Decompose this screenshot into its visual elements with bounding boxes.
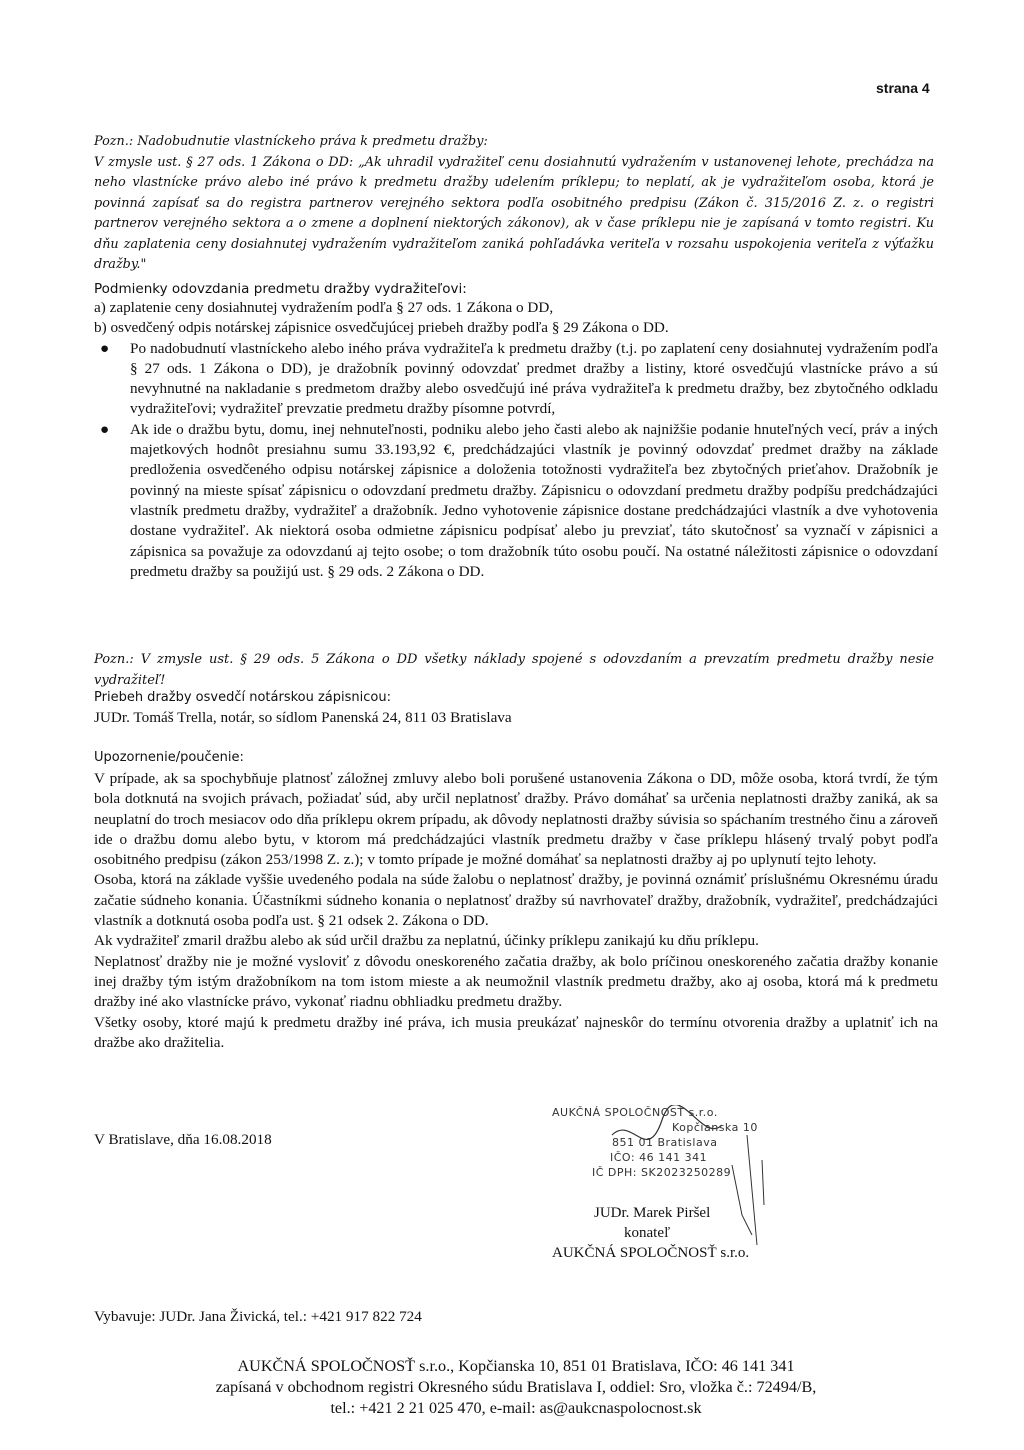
company-footer: [94, 1356, 938, 1419]
note-text: V zmysle ust. § 27 ods. 1 Zákona o DD: „Ak uhradil vydražiteľ cenu dosiahnutú vydražením v ustanovenej lehote, prechádza na neho vlastnícke právo alebo iné právo k predmetu dražby udelením príklepu; to neplatí, ak je vydražiteľom osoba, ktorá je povinná zapísať sa do registra partnerov verejného sektora podľa osobitného predpisu (Zákon č. 315/2016 Z. z. o registri partnerov verejného sektora a o zmene a doplnení niektorých zákonov), ak v čase príklepu nie je zapísaná v tomto registri. Ku dňu zaplatenia ceny dosiahnutej vydražením vydražiteľom zaniká pohľadávka veriteľa v rozsahu uspokojenia veriteľa z výťažku dražby.": [94, 154, 934, 272]
warning-paragraph: Ak vydražiteľ zmaril dražbu alebo ak súd určil dražbu za neplatnú, účinky príklepu zanikajú ku dňu príklepu.: [94, 932, 759, 950]
bullet-icon: ●: [100, 420, 110, 438]
acquisition-note: [94, 132, 934, 276]
place-date: V Bratislave, dňa 16.08.2018: [94, 1131, 272, 1148]
footer-line: AUKČNÁ SPOLOČNOSŤ s.r.o., Kopčianska 10, 851 01 Bratislava, IČO: 46 141 341: [237, 1357, 795, 1375]
bullet-text: Po nadobudnutí vlastníckeho alebo iného práva vydražiteľa k predmetu dražby (t.j. po zaplatení ceny dosiahnutej vydražením podľa § 27 ods. 1 Zákona o DD), je dražobník povinný odovzdať predmet dražby a listiny, ktoré osvedčujú vlastnícke právo a sú nevyhnutné na nakladanie s predmetom dražby alebo osvedčujú iné práva vydražiteľa k predmetu dražby, bez zbytočného odkladu vydražiteľovi; vydražiteľ prevzatie predmetu dražby písomne potvrdí,: [130, 339, 938, 418]
warning-heading: Upozornenie/poučenie:: [94, 750, 244, 765]
signatory-role: konateľ: [624, 1225, 671, 1241]
note-title: Nadobudnutie vlastníckeho práva k predmetu dražby:: [137, 134, 488, 149]
signature-block: [552, 1105, 812, 1261]
prepared-by: Vybavuje: JUDr. Jana Živická, tel.: +421 917 822 724: [94, 1308, 422, 1325]
bullet-icon: ●: [100, 339, 110, 357]
conditions-heading: Podmienky odovzdania predmetu dražby vydražiteľovi:: [94, 281, 467, 297]
notary-heading: Priebeh dražby osvedčí notárskou zápisnicou:: [94, 690, 391, 705]
stamp-line: IČ DPH: SK2023250289: [592, 1166, 732, 1179]
warning-paragraph: Všetky osoby, ktoré majú k predmetu dražby iné práva, ich musia preukázať najneskôr do termínu otvorenia dražby a uplatniť ich na dražbe ako dražitelia.: [94, 1013, 938, 1051]
page-number: strana 4: [876, 80, 930, 96]
warning-section: [94, 769, 938, 1053]
bullet-text: Ak ide o dražbu bytu, domu, inej nehnuteľnosti, podniku alebo jeho časti alebo ak najnižšie podanie hnuteľných vecí, práv a iných majetkových hodnôt presiahnu sumu 33.193,92 €, predchádzajúci vlastník je povinný odovzdať predmet dražby na základe predloženia osvedčeného odpisu notárskej zápisnice a doloženia totožnosti vydražiteľa bez zbytočných prieťahov. Dražobník je povinný na mieste spísať zápisnicu o odovzdaní predmetu dražby. Zápisnicu o odovzdaní predmetu dražby podpíšu predchádzajúci vlastník predmetu dražby, vydražiteľ a dražobník. Jedno vyhotovenie zápisnice dostane predchádzajúci vlastník a dve vyhotovenia dostane vydražiteľ. Ak niektorá osoba odmietne zápisnicu podpísať alebo ju prevziať, táto skutočnosť sa vyznačí v zápisnici a zápisnica sa považuje za odovzdanú aj tejto osobe; o tom dražobník túto osobu poučí. Na ostatné náležitosti zápisnice o odovzdaní predmetu dražby sa použijú ust. § 29 ods. 2 Zákona o DD.: [130, 420, 938, 580]
notary-text: JUDr. Tomáš Trella, notár, so sídlom Panenská 24, 811 03 Bratislava: [94, 709, 512, 726]
note-text: V zmysle ust. § 29 ods. 5 Zákona o DD všetky náklady spojené s odovzdaním a prevzatím predmetu dražby nesie vydražiteľ!: [94, 652, 934, 688]
bullet-item-transfer: [94, 339, 938, 420]
footer-line: tel.: +421 2 21 025 470, e-mail: as@aukcnaspolocnost.sk: [330, 1399, 702, 1417]
condition-a: a) zaplatenie ceny dosiahnutej vydražením podľa § 27 ods. 1 Zákona o DD,: [94, 299, 554, 316]
warning-paragraph: Neplatnosť dražby nie je možné vysloviť z dôvodu oneskoreného začatia dražby, ak bolo príčinou oneskoreného začatia dražby konanie inej dražby tým istým dražobníkom na tom istom mieste a ak neumožnil vlastník predmetu dražby, ako aj osoba, ktorá má k predmetu dražby iné ako vlastnícke právo, vykonať riadnu obhliadku predmetu dražby.: [94, 952, 938, 1011]
note-label: Pozn.:: [94, 652, 141, 667]
signatory: [552, 1203, 749, 1263]
conditions-section: [94, 298, 938, 582]
bullet-item-real-estate: [94, 420, 938, 582]
stamp-line: IČO: 46 141 341: [610, 1151, 708, 1164]
condition-b: b) osvedčený odpis notárskej zápisnice osvedčujúcej priebeh dražby podľa § 29 Zákona o DD.: [94, 319, 669, 337]
stamp-line: AUKČNÁ SPOLOČNOSŤ s.r.o.: [552, 1106, 718, 1119]
costs-note: [94, 650, 934, 691]
note-label: Pozn.:: [94, 134, 138, 149]
warning-paragraph: Osoba, ktorá na základe vyššie uvedeného podala na súde žalobu o neplatnosť dražby, je povinná oznámiť príslušnému Okresnému úradu začatie súdneho konania. Účastníkmi súdneho konania o neplatnosť dražby sú navrhovateľ dražby, dražobník, vydražiteľ, predchádzajúci vlastník a dotknutá osoba podľa ust. § 21 odsek 2. Zákona o DD.: [94, 871, 938, 930]
signatory-company: AUKČNÁ SPOLOČNOSŤ s.r.o.: [552, 1245, 750, 1261]
stamp-line: Kopčianska 10: [672, 1121, 758, 1134]
signatory-name: JUDr. Marek Piršel: [594, 1205, 711, 1221]
footer-line: zapísaná v obchodnom registri Okresného súdu Bratislava I, oddiel: Sro, vložka č.: 72494/B,: [215, 1378, 817, 1396]
stamp-line: 851 01 Bratislava: [612, 1136, 718, 1149]
warning-paragraph: V prípade, ak sa spochybňuje platnosť záložnej zmluvy alebo boli porušené ustanovenia Zákona o DD, môže osoba, ktorá tvrdí, že tým bola dotknutá na svojich právach, požiadať súd, aby určil neplatnosť dražby. Právo domáhať sa určenia neplatnosti dražby zaniká, ak sa neuplatní do troch mesiacov odo dňa príklepu okrem prípadu, ak dôvody neplatnosti dražby súvisia so spáchaním trestného činu a zároveň ide o dražbu domu alebo bytu, v ktorom má predchádzajúci vlastník predmetu dražby v čase príklepu hlásený trvalý pobyt podľa osobitného predpisu (zákon 253/1998 Z. z.); v tomto prípade je možné domáhať sa neplatnosti dražby aj po uplynutí tejto lehoty.: [94, 770, 938, 869]
